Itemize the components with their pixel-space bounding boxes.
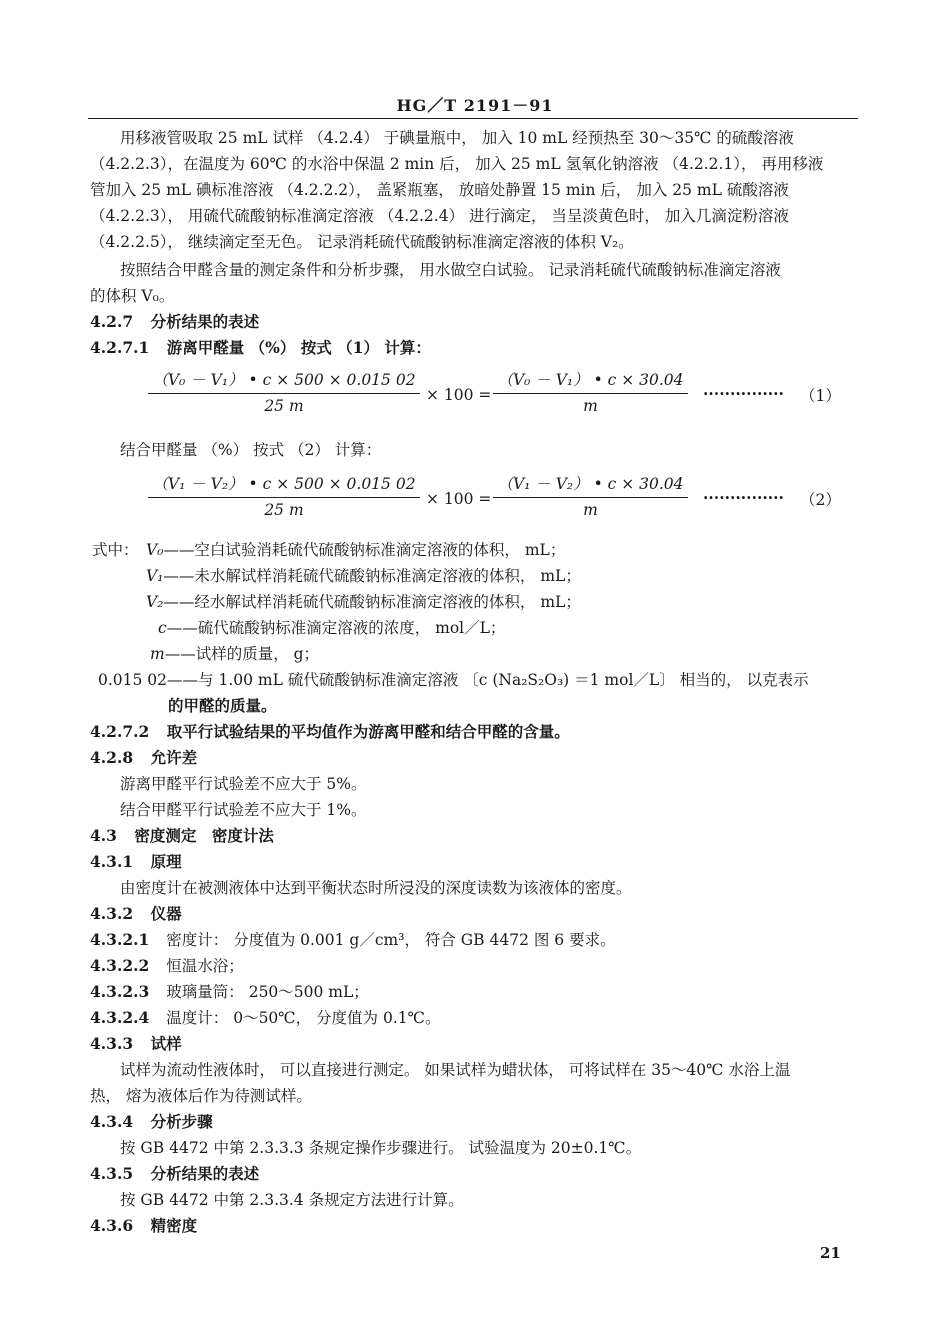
- para-intro-line-1: 用移液管吸取 25 mL 试样 （4.2.4） 于碘量瓶中， 加入 10 mL 经预热至 30～35℃ 的硫酸溶液: [120, 129, 794, 147]
- section-4-3-2-1: [90, 930, 616, 950]
- section-number: 4.3.5: [90, 1164, 134, 1183]
- section-number: 4.2.7.2: [90, 722, 150, 741]
- description: ——与 1.00 mL 硫代硫酸钠标准滴定溶液 〔c (Na₂S₂O₃) ＝1 mol／L〕 相当的， 以克表示: [167, 671, 809, 689]
- equation-label: （2）: [800, 491, 841, 509]
- numerator: （V₀ － V₁） • c × 500 × 0.015 02: [152, 371, 416, 389]
- section-4-2-7: [90, 312, 259, 332]
- section-title: 原理: [150, 852, 182, 871]
- numerator: （V₁ － V₂） • c × 500 × 0.015 02: [152, 475, 416, 493]
- section-number: 4.2.7.1: [90, 338, 150, 357]
- section-number: 4.3.2.4: [90, 1008, 150, 1027]
- para-intro-line-2: （4.2.2.3），在温度为 60℃ 的水浴中保温 2 min 后， 加入 25 mL 氢氧化钠溶液 （4.2.2.1）， 再用移液: [90, 155, 824, 173]
- section-4-3-2-4: [90, 1008, 440, 1028]
- formula-2-fraction-left: [148, 472, 420, 519]
- numerator: （V₀ － V₁） • c × 30.04: [497, 371, 684, 389]
- denominator: m: [583, 501, 598, 519]
- formula-1-fraction-left: [148, 368, 420, 415]
- section-number: 4.3.2.2: [90, 956, 150, 975]
- where-item-v0: [146, 540, 565, 560]
- para-blank-line-2: 的体积 V₀。: [90, 287, 175, 305]
- section-title: 分析结果的表述: [150, 312, 260, 331]
- where-item-m: [150, 644, 319, 664]
- section-4-2-7-2: [90, 722, 570, 742]
- section-number: 4.3: [90, 826, 117, 845]
- section-title: 分析步骤: [150, 1112, 213, 1131]
- where-continuation: 的甲醛的质量。: [168, 696, 277, 715]
- numerator: （V₁ － V₂） • c × 30.04: [497, 475, 684, 493]
- section-number: 4.3.6: [90, 1216, 134, 1235]
- section-title: 玻璃量筒： 250～500 mL；: [166, 983, 369, 1001]
- section-4-3-4: [90, 1112, 213, 1132]
- section-number: 4.2.8: [90, 748, 134, 767]
- principle-text: 由密度计在被测液体中达到平衡状态时所浸没的深度读数为该液体的密度。: [120, 879, 632, 897]
- section-4-3-2: [90, 904, 182, 924]
- section-title: 允许差: [150, 748, 198, 767]
- symbol: 0.015 02: [98, 671, 168, 689]
- section-4-3-3: [90, 1034, 182, 1054]
- where-item-constant: [98, 670, 809, 690]
- section-4-3-2-2: [90, 956, 244, 976]
- description: ——试样的质量， g；: [164, 645, 320, 663]
- leader-dots: ···············: [703, 488, 784, 507]
- denominator: 25 m: [264, 501, 304, 519]
- section-4-3-1: [90, 852, 182, 872]
- para-intro-line-3: 管加入 25 mL 碘标准溶液 （4.2.2.2）， 盖紧瓶塞， 放暗处静置 15 min 后， 加入 25 mL 硫酸溶液: [90, 181, 789, 199]
- equation-label: （1）: [800, 387, 841, 405]
- where-lead: 式中：: [92, 541, 139, 559]
- sample-line-2: 热， 熔为液体后作为待测试样。: [90, 1087, 312, 1105]
- tolerance-bound: 结合甲醛平行试验差不应大于 1%。: [120, 801, 367, 819]
- para-blank-line-1: 按照结合甲醛含量的测定条件和分析步骤， 用水做空白试验。 记录消耗硫代硫酸钠标准滴定溶液: [120, 261, 781, 279]
- section-title: 仪器: [150, 904, 182, 923]
- symbol: m: [150, 645, 165, 663]
- fraction-bar: [493, 497, 688, 498]
- description: ——硫代硫酸钠标准滴定溶液的浓度， mol／L；: [166, 619, 506, 637]
- section-title: 密度计： 分度值为 0.001 g／cm³， 符合 GB 4472 图 6 要求。: [166, 931, 616, 949]
- formula-2: [148, 472, 858, 522]
- times-hundred: × 100 =: [426, 386, 492, 404]
- denominator: 25 m: [264, 397, 304, 415]
- bound-formaldehyde-intro: 结合甲醛量 （%） 按式 （2） 计算：: [120, 441, 382, 459]
- section-title: 恒温水浴；: [166, 957, 244, 975]
- section-number: 4.3.2.1: [90, 930, 150, 949]
- section-title: 分析结果的表述: [150, 1164, 260, 1183]
- para-intro-line-4: （4.2.2.3）， 用硫代硫酸钠标准滴定溶液 （4.2.2.4） 进行滴定， 当呈淡黄色时， 加入几滴淀粉溶液: [90, 207, 789, 225]
- para-intro-line-5: （4.2.2.5）， 继续滴定至无色。 记录消耗硫代硫酸钠标准滴定溶液的体积 V₂。: [90, 233, 634, 251]
- section-4-3-6: [90, 1216, 197, 1236]
- procedure-text: 按 GB 4472 中第 2.3.3.3 条规定操作步骤进行。 试验温度为 20±0.1℃。: [120, 1139, 642, 1157]
- formula-2-fraction-right: [493, 472, 688, 519]
- denominator: m: [583, 397, 598, 415]
- fraction-bar: [148, 393, 420, 394]
- symbol: V₀: [146, 541, 164, 559]
- section-4-2-7-1: [90, 338, 431, 358]
- section-4-3-2-3: [90, 982, 369, 1002]
- section-title: 精密度: [150, 1216, 198, 1235]
- section-number: 4.3.2.3: [90, 982, 150, 1001]
- section-number: 4.3.4: [90, 1112, 134, 1131]
- leader-dots: ···············: [703, 384, 784, 403]
- header-rule: [88, 118, 858, 119]
- page-header: HG／T 2191－91: [396, 96, 554, 115]
- where-item-c: [158, 618, 505, 638]
- where-item-v1: [146, 566, 581, 586]
- page-number: 21: [820, 1244, 841, 1262]
- section-4-3-5: [90, 1164, 259, 1184]
- expression-text: 按 GB 4472 中第 2.3.3.4 条规定方法进行计算。: [120, 1191, 464, 1209]
- symbol: c: [158, 619, 167, 637]
- section-number: 4.3.2: [90, 904, 134, 923]
- description: ——经水解试样消耗硫代硫酸钠标准滴定溶液的体积， mL；: [163, 593, 581, 611]
- section-number: 4.3.3: [90, 1034, 134, 1053]
- formula-1-fraction-right: [493, 368, 688, 415]
- section-4-2-8: [90, 748, 197, 768]
- symbol: V₂: [146, 593, 164, 611]
- times-hundred: × 100 =: [426, 490, 492, 508]
- section-title: 试样: [150, 1034, 182, 1053]
- section-title: 密度测定 密度计法: [134, 826, 274, 845]
- fraction-bar: [148, 497, 420, 498]
- sample-line-1: 试样为流动性液体时， 可以直接进行测定。 如果试样为蜡状体， 可将试样在 35～40℃ 水浴上温: [120, 1061, 791, 1079]
- section-title: 游离甲醛量 （%） 按式 （1） 计算：: [166, 338, 431, 357]
- symbol: V₁: [146, 567, 164, 585]
- section-title: 温度计： 0～50℃， 分度值为 0.1℃。: [166, 1009, 441, 1027]
- tolerance-free: 游离甲醛平行试验差不应大于 5%。: [120, 775, 367, 793]
- description: ——空白试验消耗硫代硫酸钠标准滴定溶液的体积， mL；: [163, 541, 566, 559]
- section-number: 4.2.7: [90, 312, 134, 331]
- fraction-bar: [493, 393, 688, 394]
- section-4-3: [90, 826, 274, 846]
- section-title: 取平行试验结果的平均值作为游离甲醛和结合甲醛的含量。: [166, 722, 570, 741]
- description: ——未水解试样消耗硫代硫酸钠标准滴定溶液的体积， mL；: [163, 567, 581, 585]
- section-number: 4.3.1: [90, 852, 134, 871]
- formula-1: [148, 368, 858, 418]
- where-item-v2: [146, 592, 581, 612]
